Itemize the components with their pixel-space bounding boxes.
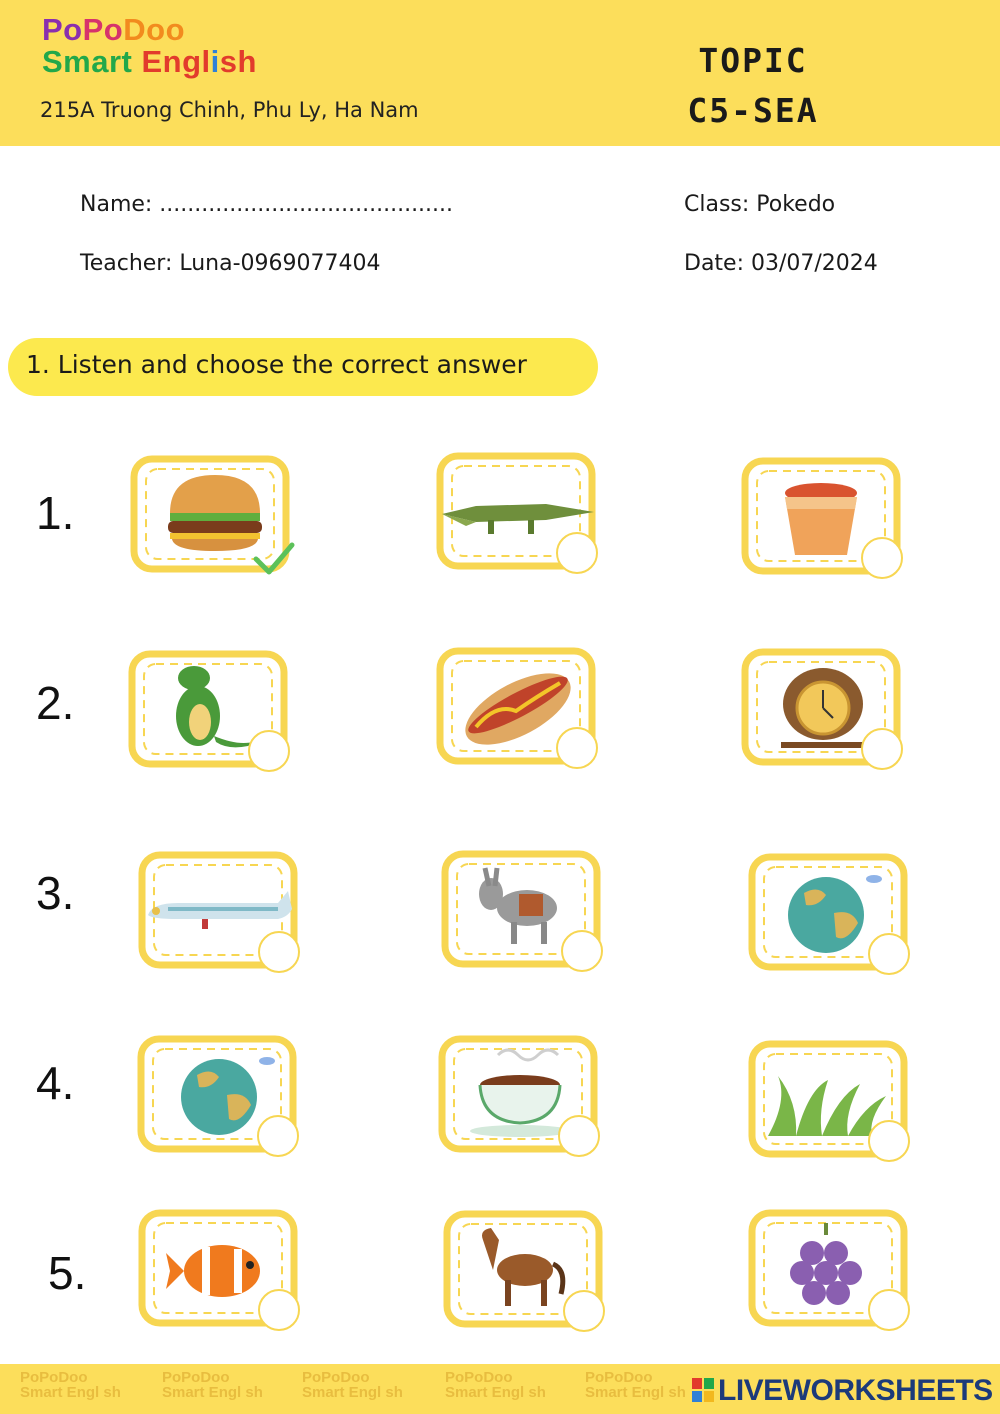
answer-circle[interactable] [556, 727, 598, 769]
checkmark-icon [252, 539, 296, 579]
watermark-line1: PoPoDoo [445, 1369, 513, 1386]
topic-line1: TOPIC [698, 41, 808, 80]
watermark-line1: PoPoDoo [20, 1369, 88, 1386]
watermark-line2: Smart Engl sh [20, 1384, 121, 1401]
option-card-4-1[interactable] [137, 1035, 297, 1153]
header-banner [0, 0, 1000, 146]
watermark-line2: Smart Engl sh [585, 1384, 686, 1401]
popodoo-logo [42, 14, 257, 78]
question-number-5: 5. [48, 1247, 87, 1299]
name-field[interactable]: Name: .......................................... [80, 192, 454, 217]
logo-po-1: Po [42, 12, 83, 47]
answer-circle[interactable] [868, 933, 910, 975]
teacher-label: Teacher: Luna-0969077404 [80, 251, 381, 276]
option-card-2-1[interactable] [128, 650, 288, 768]
watermark-line2: Smart Engl sh [162, 1384, 263, 1401]
option-card-4-3[interactable] [748, 1040, 908, 1158]
class-label: Class: Pokedo [684, 192, 836, 217]
logo-smart: Smart [42, 44, 142, 79]
answer-circle[interactable] [248, 730, 290, 772]
logo-engl: Engl [141, 44, 211, 79]
option-card-3-1[interactable] [138, 851, 298, 969]
footer-bar [0, 1364, 1000, 1414]
option-card-4-2[interactable] [438, 1035, 598, 1153]
logo-i: i [210, 44, 220, 79]
question-number-4: 4. [36, 1057, 75, 1109]
answer-circle[interactable] [258, 931, 300, 973]
answer-circle[interactable] [868, 1120, 910, 1162]
option-card-2-2[interactable] [436, 647, 596, 765]
answer-circle[interactable] [861, 537, 903, 579]
question-number-1: 1. [36, 487, 75, 539]
option-card-1-1[interactable] [130, 455, 290, 573]
watermark-line2: Smart Engl sh [445, 1384, 546, 1401]
answer-circle[interactable] [556, 532, 598, 574]
answer-circle[interactable] [558, 1115, 600, 1157]
liveworksheets-text: LIVEWORKSHEETS [718, 1374, 993, 1407]
logo-sh: sh [219, 44, 257, 79]
logo-doo: Doo [123, 12, 186, 47]
watermark-line1: PoPoDoo [585, 1369, 653, 1386]
question-number-2: 2. [36, 677, 75, 729]
school-address: 215A Truong Chinh, Phu Ly, Ha Nam [40, 98, 419, 122]
answer-circle[interactable] [868, 1289, 910, 1331]
option-card-3-3[interactable] [748, 853, 908, 971]
topic-line2: C5-SEA [687, 91, 819, 130]
section-title: 1. Listen and choose the correct answer [26, 350, 527, 379]
footer-watermark [162, 1370, 263, 1400]
answer-circle[interactable] [563, 1290, 605, 1332]
answer-circle[interactable] [561, 930, 603, 972]
option-card-2-3[interactable] [741, 648, 901, 766]
option-card-5-2[interactable] [443, 1210, 603, 1328]
answer-circle[interactable] [258, 1289, 300, 1331]
question-number-3: 3. [36, 867, 75, 919]
liveworksheets-badge-icon [692, 1378, 714, 1402]
footer-watermark [302, 1370, 403, 1400]
logo-po-2: Po [82, 12, 124, 47]
option-card-5-1[interactable] [138, 1209, 298, 1327]
footer-watermark [585, 1370, 686, 1400]
answer-circle[interactable] [861, 728, 903, 770]
watermark-line2: Smart Engl sh [302, 1384, 403, 1401]
section-heading [8, 338, 598, 396]
footer-watermark [20, 1370, 121, 1400]
option-card-5-3[interactable] [748, 1209, 908, 1327]
date-label: Date: 03/07/2024 [684, 251, 878, 276]
footer-watermark [445, 1370, 546, 1400]
watermark-line1: PoPoDoo [302, 1369, 370, 1386]
option-card-1-3[interactable] [741, 457, 901, 575]
option-card-1-2[interactable] [436, 452, 596, 570]
watermark-line1: PoPoDoo [162, 1369, 230, 1386]
topic-title [678, 36, 828, 136]
answer-circle[interactable] [257, 1115, 299, 1157]
option-card-3-2[interactable] [441, 850, 601, 968]
